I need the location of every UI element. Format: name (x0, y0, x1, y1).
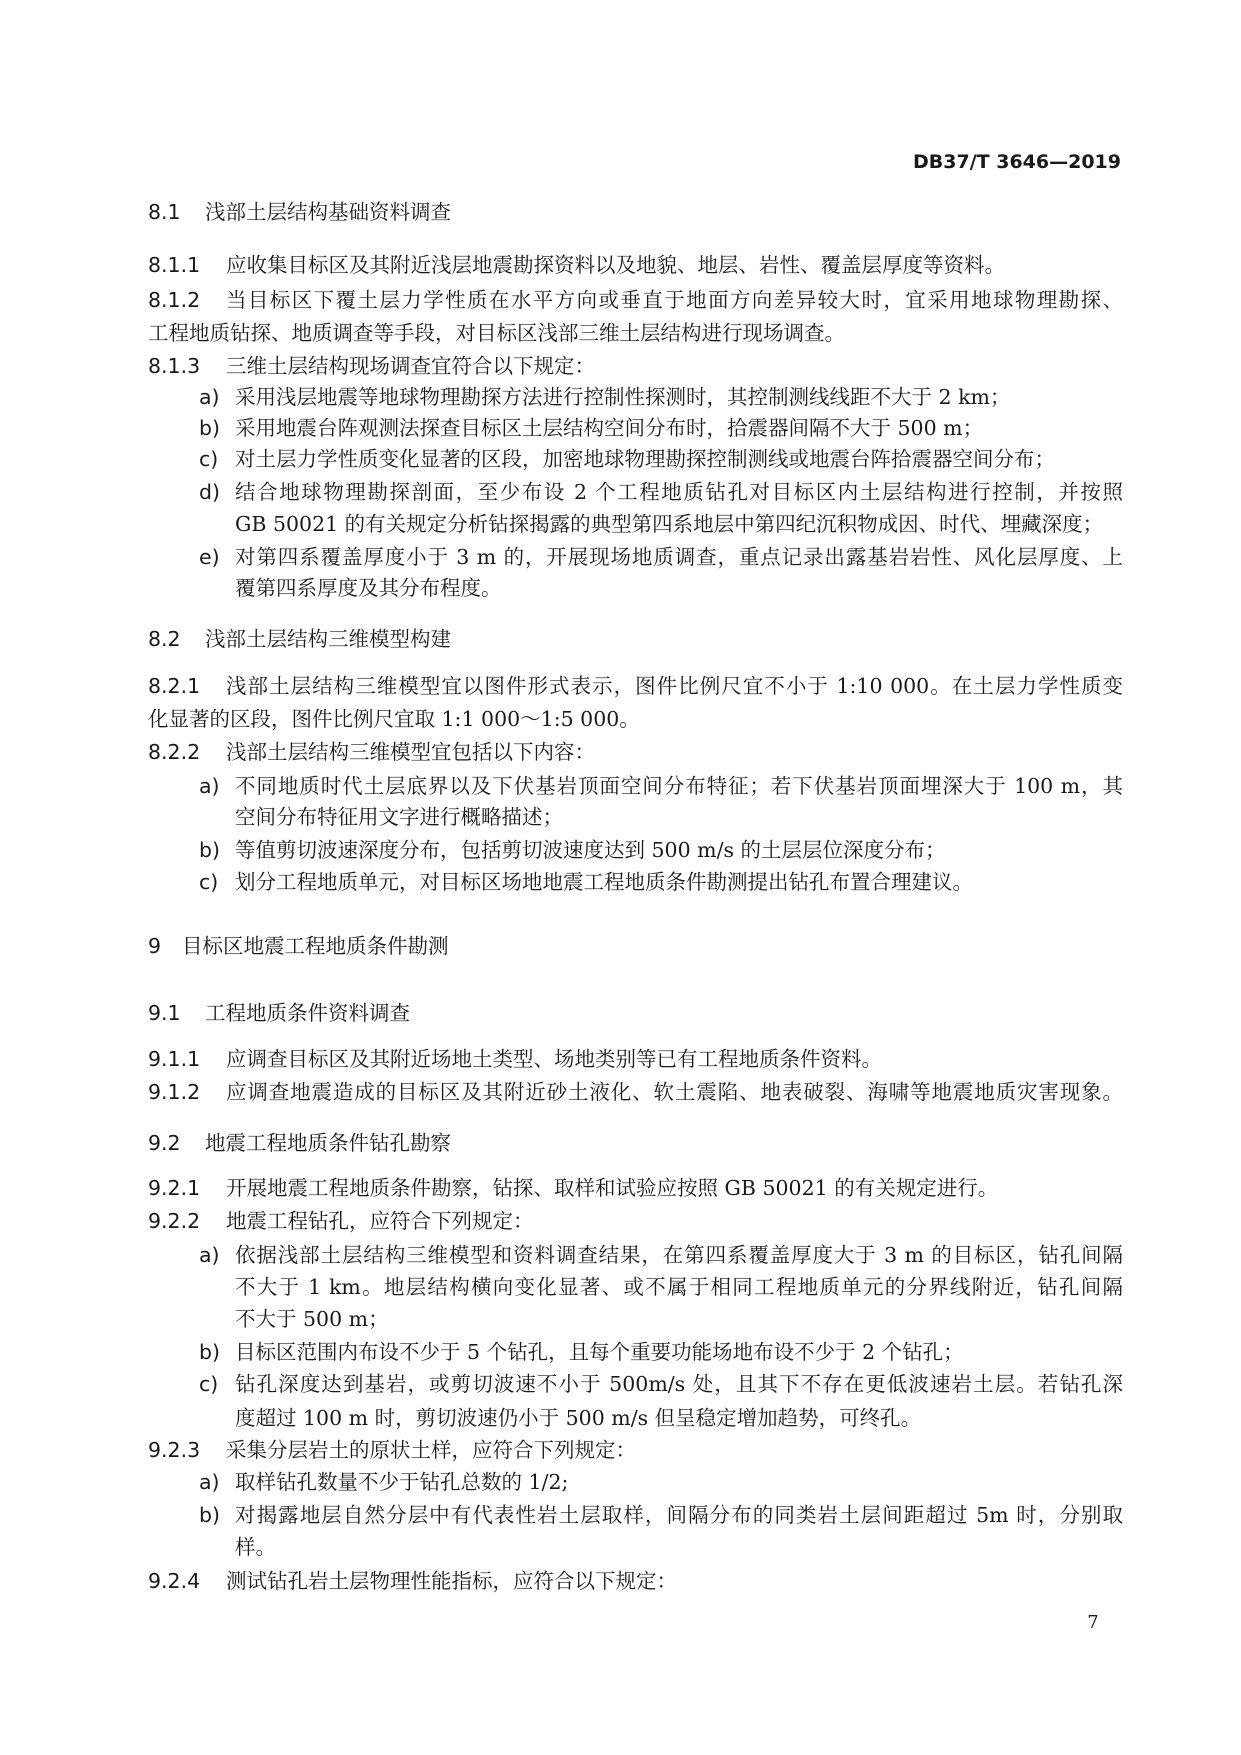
list-item-label: b) (199, 1340, 221, 1364)
list-item (148, 1368, 1123, 1400)
section-heading-9-1 (148, 997, 1123, 1029)
list-item-label: a) (199, 385, 220, 409)
clause-9-2-3 (148, 1434, 1123, 1466)
list-item (148, 412, 1123, 444)
clause-number: 9.1.1 (148, 1047, 201, 1071)
clause-9-2-1 (148, 1172, 1123, 1204)
clause-text-line: 测试钻孔岩土层物理性能指标，应符合以下规定： (226, 1569, 677, 1593)
list-item-text: 采用地震台阵观测法探查目标区土层结构空间分布时，拾震器间隔不大于 500 m； (235, 416, 984, 440)
list-item (148, 476, 1123, 508)
clause-9-1-2 (148, 1076, 1123, 1108)
clause-number: 8.2.1 (148, 674, 201, 698)
chapter-number: 9 (148, 934, 162, 958)
section-number: 8.1 (148, 200, 181, 224)
list-item-text: 对第四系覆盖厚度小于 3 m 的，开展现场地质调查，重点记录出露基岩岩性、风化层厚度、上 (235, 545, 1123, 569)
section-title: 浅部土层结构基础资料调查 (205, 200, 451, 224)
list-item-label: b) (199, 416, 221, 440)
section-heading-8-1 (148, 196, 1123, 228)
clause-text-line: 浅部土层结构三维模型宜以图件形式表示，图件比例尺宜不小于 1:10 000。在土层力学性质变 (226, 674, 1123, 698)
clause-9-1-1 (148, 1043, 1123, 1075)
list-item (148, 1499, 1123, 1531)
list-item-text: 样。 (235, 1535, 276, 1559)
clause-8-1-3 (148, 350, 1123, 382)
list-item-continuation (148, 572, 1123, 604)
list-item-text: 依据浅部土层结构三维模型和资料调查结果，在第四系覆盖厚度大于 3 m 的目标区，钻孔间隔 (235, 1243, 1123, 1267)
list-item-text: 不大于 1 km。地层结构横向变化显著、或不属于相同工程地质单元的分界线附近，钻孔间隔 (235, 1275, 1123, 1299)
clause-text-line: 应收集目标区及其附近浅层地震勘探资料以及地貌、地层、岩性、覆盖层厚度等资料。 (226, 253, 1005, 277)
list-item-label: c) (199, 870, 219, 894)
list-item-text: 采用浅层地震等地球物理勘探方法进行控制性探测时，其控制测线线距不大于 2 km； (235, 385, 1011, 409)
list-item-label: e) (199, 545, 220, 569)
list-item-text: 度超过 100 m 时，剪切波速仍小于 500 m/s 但呈稳定增加趋势，可终孔。 (235, 1406, 922, 1430)
list-item (148, 1466, 1123, 1498)
list-item-text: 划分工程地质单元，对目标区场地地震工程地质条件勘测提出钻孔布置合理建议。 (235, 870, 973, 894)
list-item-text: 不大于 500 m； (235, 1307, 389, 1331)
list-item-label: c) (199, 1372, 219, 1396)
clause-number: 8.1.1 (148, 253, 201, 277)
list-item-label: a) (199, 1243, 220, 1267)
document-code-header: DB37/T 3646—2019 (913, 151, 1121, 173)
list-item-text: 不同地质时代土层底界以及下伏基岩顶面空间分布特征；若下伏基岩顶面埋深大于 100 m，其 (235, 774, 1123, 798)
clause-number: 9.1.2 (148, 1080, 201, 1104)
clause-9-2-2 (148, 1205, 1123, 1237)
section-number: 8.2 (148, 627, 181, 651)
list-item-label: a) (199, 1470, 220, 1494)
list-item (148, 443, 1123, 475)
list-item-text: GB 50021 的有关规定分析钻探揭露的典型第四系地层中第四纪沉积物成因、时代、埋藏深度； (235, 512, 1104, 536)
list-item-label: a) (199, 774, 220, 798)
clause-text-line: 浅部土层结构三维模型宜包括以下内容： (226, 740, 595, 764)
section-title: 地震工程地质条件钻孔勘察 (205, 1131, 451, 1155)
list-item-continuation (148, 1303, 1123, 1335)
clause-number: 8.2.2 (148, 740, 201, 764)
list-item (148, 866, 1123, 898)
clause-8-1-2 (148, 284, 1123, 316)
list-item-label: b) (199, 838, 221, 862)
list-item-label: b) (199, 1503, 221, 1527)
chapter-title: 目标区地震工程地质条件勘测 (182, 934, 449, 958)
list-item (148, 381, 1123, 413)
list-item-text: 取样钻孔数量不少于钻孔总数的 1/2; (235, 1470, 569, 1494)
list-item (148, 834, 1123, 866)
list-item-text: 覆第四系厚度及其分布程度。 (235, 576, 502, 600)
list-item-continuation (148, 1402, 1123, 1434)
list-item-text: 空间分布特征用文字进行概略描述； (235, 805, 563, 829)
page-number: 7 (1087, 1612, 1099, 1633)
list-item-continuation (148, 801, 1123, 833)
list-item-continuation (148, 1271, 1123, 1303)
clause-text-line: 采集分层岩土的原状土样，应符合下列规定： (226, 1438, 636, 1462)
list-item-text: 目标区范围内布设不少于 5 个钻孔，且每个重要功能场地布设不少于 2 个钻孔； (235, 1340, 964, 1364)
clause-text-line: 当目标区下覆土层力学性质在水平方向或垂直于地面方向差异较大时，宜采用地球物理勘探、 (226, 288, 1123, 312)
clause-number: 9.2.2 (148, 1209, 201, 1233)
section-number: 9.1 (148, 1001, 181, 1025)
clause-8-1-1 (148, 249, 1123, 281)
clause-text-line: 应调查目标区及其附近场地土类型、场地类别等已有工程地质条件资料。 (226, 1047, 882, 1071)
clause-text-continuation: 工程地质钻探、地质调查等手段，对目标区浅部三维土层结构进行现场调查。 (148, 321, 845, 345)
section-heading-9-2 (148, 1127, 1123, 1159)
list-item (148, 1336, 1123, 1368)
clause-number: 9.2.3 (148, 1438, 201, 1462)
section-number: 9.2 (148, 1131, 181, 1155)
clause-text-line: 应调查地震造成的目标区及其附近砂土液化、软土震陷、地表破裂、海啸等地震地质灾害现象。 (226, 1080, 1123, 1104)
list-item-continuation (148, 508, 1123, 540)
list-item (148, 541, 1123, 573)
list-item (148, 1239, 1123, 1271)
clause-number: 9.2.1 (148, 1176, 201, 1200)
clause-text-line: 三维土层结构现场调查宜符合以下规定： (226, 354, 595, 378)
chapter-heading-9 (148, 930, 1123, 962)
clause-8-2-1 (148, 670, 1123, 702)
clause-9-2-4 (148, 1565, 1123, 1597)
section-title: 浅部土层结构三维模型构建 (205, 627, 451, 651)
list-item-text: 结合地球物理勘探剖面，至少布设 2 个工程地质钻孔对目标区内土层结构进行控制，并按照 (235, 480, 1123, 504)
list-item-text: 对土层力学性质变化显著的区段，加密地球物理勘探控制测线或地震台阵拾震器空间分布； (235, 447, 1055, 471)
clause-text-continuation: 化显著的区段，图件比例尺宜取 1:1 000～1:5 000。 (148, 707, 640, 731)
list-item-text: 对揭露地层自然分层中有代表性岩土层取样，间隔分布的同类岩土层间距超过 5m 时，分别取 (235, 1503, 1123, 1527)
list-item-label: c) (199, 447, 219, 471)
section-heading-8-2 (148, 623, 1123, 655)
clause-number: 9.2.4 (148, 1569, 201, 1593)
list-item (148, 770, 1123, 802)
clause-text-line: 开展地震工程地质条件勘察，钻探、取样和试验应按照 GB 50021 的有关规定进行。 (226, 1176, 999, 1200)
list-item-text: 钻孔深度达到基岩，或剪切波速不小于 500m/s 处，且其下不存在更低波速岩土层。若钻孔深 (235, 1372, 1123, 1396)
clause-number: 8.1.2 (148, 288, 201, 312)
list-item-continuation (148, 1531, 1123, 1563)
list-item-text: 等值剪切波速深度分布，包括剪切波速度达到 500 m/s 的土层层位深度分布； (235, 838, 946, 862)
clause-text-line: 地震工程钻孔，应符合下列规定： (226, 1209, 534, 1233)
clause-8-2-2 (148, 736, 1123, 768)
section-title: 工程地质条件资料调查 (205, 1001, 410, 1025)
clause-number: 8.1.3 (148, 354, 201, 378)
list-item-label: d) (199, 480, 221, 504)
